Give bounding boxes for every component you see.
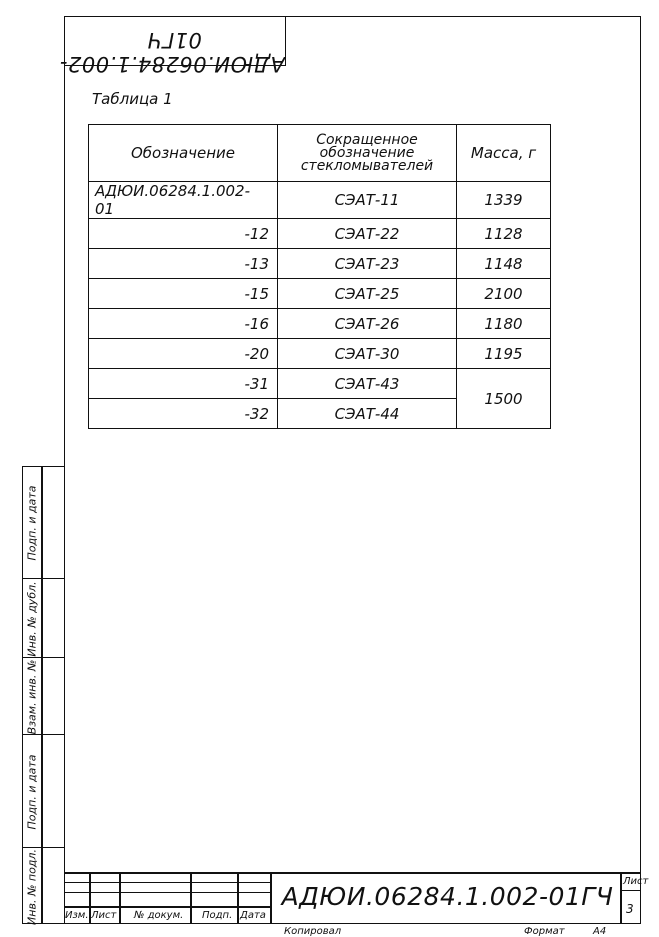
format-label: Формат xyxy=(524,926,565,937)
col-label-change: Изм. xyxy=(65,910,89,921)
side-label-sign-date-1: Подп. и дата xyxy=(25,485,39,561)
top-code: АДЮИ.06284.1.002-01ГЧ xyxy=(59,28,285,76)
mass-cell: 1148 xyxy=(457,249,551,279)
designation-cell: АДЮИ.06284.1.002-01 xyxy=(89,182,278,219)
title-block xyxy=(64,872,649,924)
short-cell: СЭАТ-44 xyxy=(278,399,457,429)
short-cell: СЭАТ-30 xyxy=(278,339,457,369)
short-cell: СЭАТ-26 xyxy=(278,309,457,339)
short-cell: СЭАТ-43 xyxy=(278,369,457,399)
mass-cell: 2100 xyxy=(457,279,551,309)
col-label-doc-no: № докум. xyxy=(134,910,184,921)
mass-cell: 1195 xyxy=(457,339,551,369)
side-label-replace-inv: Взам. инв. № xyxy=(25,659,39,734)
copied-label: Копировал xyxy=(284,926,342,937)
col-label-date: Дата xyxy=(240,910,266,921)
top-code-box xyxy=(59,16,286,76)
side-registration-strip xyxy=(22,466,64,924)
designation-cell: -16 xyxy=(89,309,278,339)
col-label-sheet: Лист xyxy=(91,910,117,921)
short-cell: СЭАТ-23 xyxy=(278,249,457,279)
designation-cell: -15 xyxy=(89,279,278,309)
designation-cell: -32 xyxy=(89,399,278,429)
table-row xyxy=(89,279,551,309)
designation-cell: -12 xyxy=(89,219,278,249)
header-mass: Масса, г xyxy=(457,125,551,182)
table-row xyxy=(89,309,551,339)
document-number: АДЮИ.06284.1.002-01ГЧ xyxy=(281,882,614,911)
header-designation: Обозначение xyxy=(89,125,278,182)
table-row xyxy=(89,249,551,279)
short-cell: СЭАТ-11 xyxy=(278,182,457,219)
mass-cell-merged: 1500 xyxy=(457,369,551,429)
mass-cell: 1128 xyxy=(457,219,551,249)
short-cell: СЭАТ-22 xyxy=(278,219,457,249)
table-row xyxy=(89,339,551,369)
sheet-number: 3 xyxy=(626,902,634,916)
sheet-label: Лист xyxy=(623,876,649,887)
side-label-dup-inv: Инв. № дубл. xyxy=(25,580,39,657)
designation-cell: -20 xyxy=(89,339,278,369)
side-label-sign-date-2: Подп. и дата xyxy=(25,754,39,829)
table-header-row xyxy=(89,125,551,182)
designation-cell: -13 xyxy=(89,249,278,279)
mass-cell: 1180 xyxy=(457,309,551,339)
mass-cell: 1339 xyxy=(457,182,551,219)
col-label-sign: Подп. xyxy=(202,910,233,921)
mass-table xyxy=(88,124,551,429)
designation-cell: -31 xyxy=(89,369,278,399)
table-row xyxy=(89,219,551,249)
short-cell: СЭАТ-25 xyxy=(278,279,457,309)
table-caption: Таблица 1 xyxy=(92,90,173,108)
side-label-orig-inv: Инв. № подл. xyxy=(25,848,39,925)
format-value: А4 xyxy=(593,926,607,937)
table-row xyxy=(89,182,551,219)
table-row xyxy=(89,369,551,399)
header-short-designation: Сокращенное обозначение стекломывателей xyxy=(278,125,457,182)
